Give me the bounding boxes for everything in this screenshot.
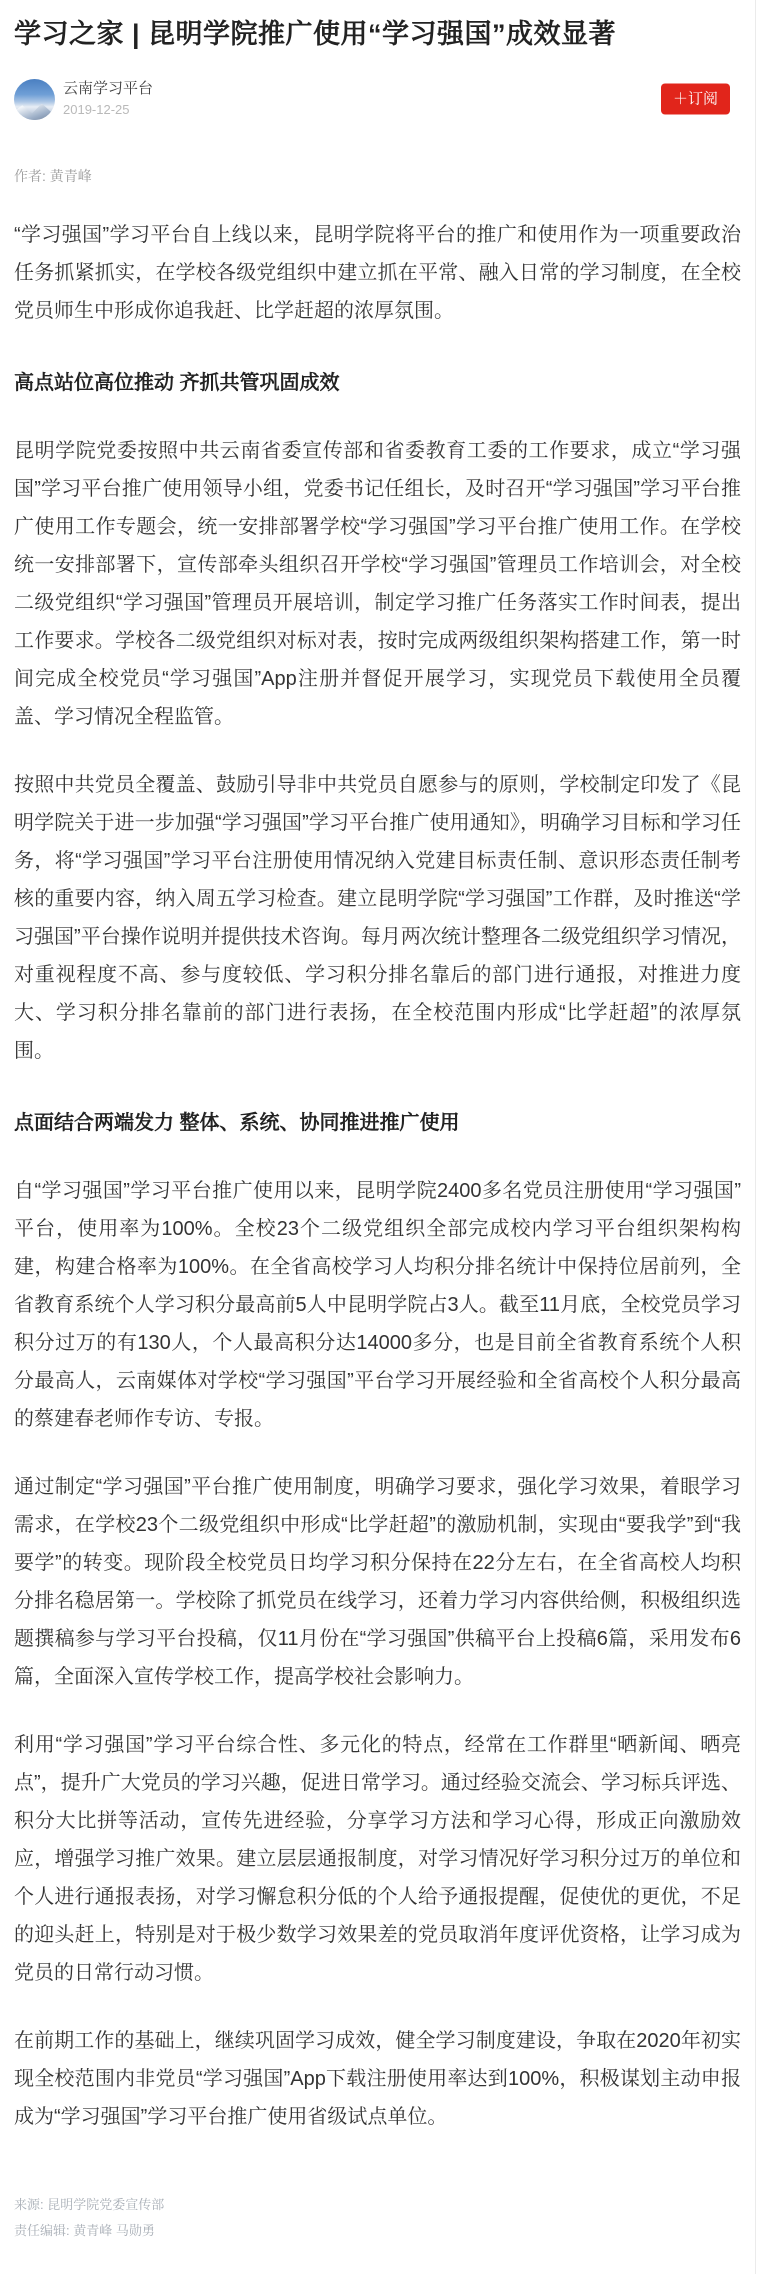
article-paragraph: 利用“学习强国”学习平台综合性、多元化的特点，经常在工作群里“晒新闻、晒亮点”，提升广大党员的学习兴趣，促进日常学习。通过经验交流会、学习标兵评选、积分大比拼等活动，宣传先进经验，分享学习方法和学习心得，形成正向激励效应，增强学习推广效果。建立层层通报制度，对学习情况好学习积分过万的单位和个人进行通报表扬，对学习懈怠积分低的个人给予通报提醒，促使优的更优，不足的迎头赶上，特别是对于极少数学习效果差的党员取消年度评优资格，让学习成为党员的日常行动习惯。 — [14, 1734, 741, 1984]
article-paragraph: “学习强国”学习平台自上线以来，昆明学院将平台的推广和使用作为一项重要政治任务抓紧抓实，在学校各级党组织中建立抓在平常、融入日常的学习制度，在全校党员师生中形成你追我赶、比学赶超的浓厚氛围。 — [14, 224, 741, 322]
publisher-avatar[interactable] — [14, 79, 55, 120]
subscribe-button[interactable]: ＋订阅 — [661, 84, 730, 115]
article-title: 学习之家 | 昆明学院推广使用“学习强国”成效显著 — [14, 19, 617, 49]
publisher-name[interactable]: 云南学习平台 — [63, 80, 154, 97]
article-paragraph: 在前期工作的基础上，继续巩固学习成效，健全学习制度建设，争取在2020年初实现全校范围内非党员“学习强国”App下载注册使用率达到100%，积极谋划主动申报成为“学习强国”学习平台推广使用省级试点单位。 — [14, 2030, 741, 2128]
section-heading: 点面结合两端发力 整体、系统、协同推进推广使用 — [14, 1112, 460, 1134]
publisher-meta — [63, 79, 153, 119]
article-paragraph: 按照中共党员全覆盖、鼓励引导非中共党员自愿参与的原则，学校制定印发了《昆明学院关于进一步加强“学习强国”学习平台推广使用通知》，明确学习目标和学习任务，将“学习强国”学习平台注册使用情况纳入党建目标责任制、意识形态责任制考核的重要内容，纳入周五学习检查。建立昆明学院“学习强国”工作群，及时推送“学习强国”平台操作说明并提供技术咨询。每月两次统计整理各二级党组织学习情况，对重视程度不高、参与度较低、学习积分排名靠后的部门进行通报，对推进力度大、学习积分排名靠前的部门进行表扬，在全校范围内形成“比学赶超”的浓厚氛围。 — [14, 774, 741, 1062]
article-body — [14, 216, 741, 2136]
article-paragraph: 自“学习强国”学习平台推广使用以来，昆明学院2400多名党员注册使用“学习强国”平台，使用率为100%。全校23个二级党组织全部完成校内学习平台组织架构构建，构建合格率为100%。在全省高校学习人均积分排名统计中保持位居前列，全省教育系统个人学习积分最高前5人中昆明学院占3人。截至11月底，全校党员学习积分过万的有130人，个人最高积分达14000多分，也是目前全省教育系统个人积分最高人，云南媒体对学校“学习强国”平台学习开展经验和全省高校个人积分最高的蔡建春老师作专访、专报。 — [14, 1180, 741, 1430]
article-paragraph: 昆明学院党委按照中共云南省委宣传部和省委教育工委的工作要求，成立“学习强国”学习平台推广使用领导小组，党委书记任组长，及时召开“学习强国”学习平台推广使用工作专题会，统一安排部署学校“学习强国”学习平台推广使用工作。在学校统一安排部署下，宣传部牵头组织召开学校“学习强国”管理员工作培训会，对全校二级党组织“学习强国”管理员开展培训，制定学习推广任务落实工作时间表，提出工作要求。学校各二级党组织对标对表，按时完成两级组织架构搭建工作，第一时间完成全校党员“学习强国”App注册并督促开展学习，实现党员下载使用全员覆盖、学习情况全程监管。 — [14, 440, 741, 728]
editor-line: 责任编辑: 黄青峰 马勋勇 — [14, 2223, 155, 2238]
author-line: 作者: 黄青峰 — [14, 168, 92, 184]
section-heading: 高点站位高位推动 齐抓共管巩固成效 — [14, 372, 340, 394]
byline-row — [14, 78, 741, 120]
article-paragraph: 通过制定“学习强国”平台推广使用制度，明确学习要求，强化学习效果，着眼学习需求，在学校23个二级党组织中形成“比学赶超”的激励机制，实现由“要我学”到“我要学”的转变。现阶段全校党员日均学习积分保持在22分左右，在全省高校人均积分排名稳居第一。学校除了抓党员在线学习，还着力学习内容供给侧，积极组织选题撰稿参与学习平台投稿，仅11月份在“学习强国”供稿平台上投稿6篇，采用发布6篇，全面深入宣传学校工作，提高学校社会影响力。 — [14, 1476, 741, 1688]
article-footer — [14, 2192, 741, 2244]
publish-date: 2019-12-25 — [63, 102, 130, 117]
source-line: 来源: 昆明学院党委宣传部 — [14, 2197, 165, 2212]
